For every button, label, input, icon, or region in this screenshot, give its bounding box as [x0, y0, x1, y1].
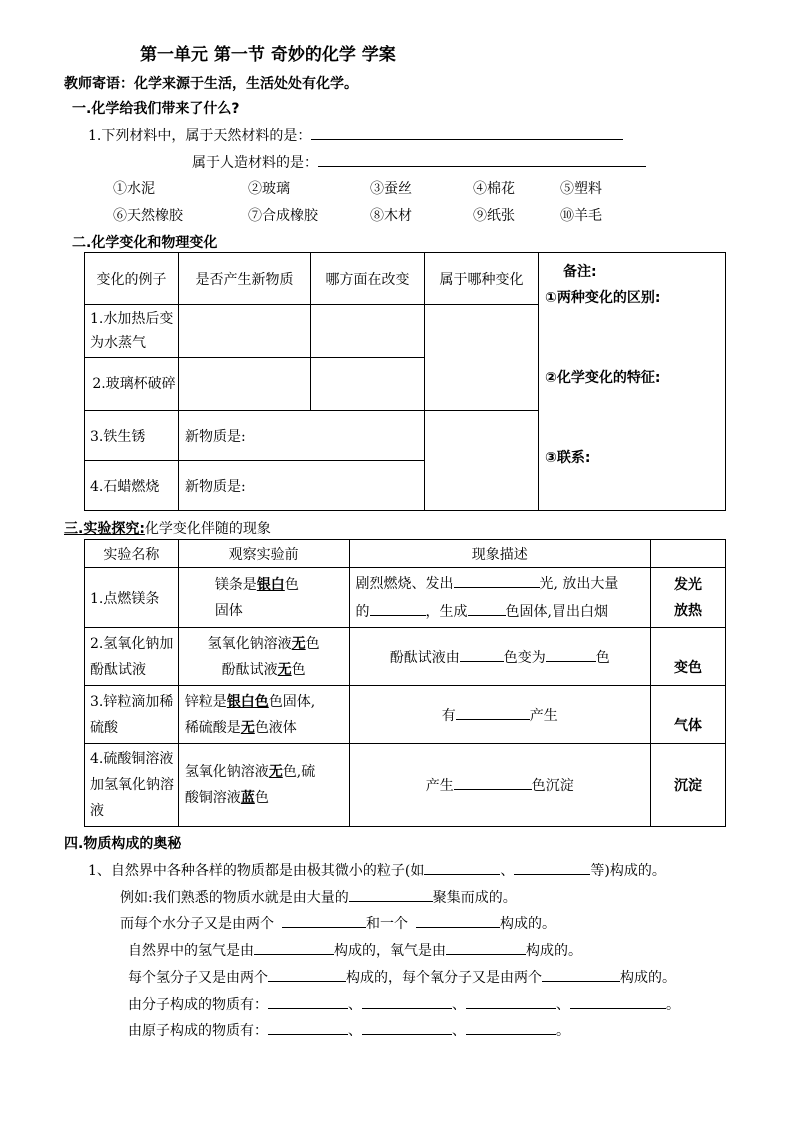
option: ⑤塑料 [560, 181, 602, 197]
answer-blank[interactable] [546, 647, 596, 662]
table-row-label: 2.氢氧化钠加酚酞试液 [85, 628, 179, 686]
table-row-label: 1.点燃镁条 [85, 568, 179, 628]
answer-blank[interactable] [268, 967, 346, 982]
answer-cell[interactable] [425, 411, 539, 511]
table-row-label: 2.玻璃杯破碎 [85, 358, 179, 411]
before-cell: 氢氧化钠溶液无色 酚酞试液无色 [178, 628, 349, 686]
experiment-table [84, 539, 726, 827]
new-substance-label[interactable]: 新物质是: [179, 411, 425, 461]
answer-cell[interactable] [311, 358, 425, 411]
change-table [84, 252, 726, 511]
answer-blank[interactable] [446, 940, 526, 955]
before-cell: 氢氧化钠溶液无色,硫 酸铜溶液蓝色 [178, 744, 349, 827]
answer-blank[interactable] [282, 913, 366, 928]
table-header: 变化的例子 [85, 253, 179, 305]
table-row-label: 4.石蜡燃烧 [85, 461, 179, 511]
notes-cell [539, 253, 726, 511]
option: ⑨纸张 [473, 208, 515, 224]
answer-blank[interactable] [454, 775, 532, 790]
new-substance-label[interactable]: 新物质是: [179, 461, 425, 511]
section1-heading: 一.化学给我们带来了什么? [72, 101, 240, 117]
q1-artificial-label: 属于人造材料的是： [192, 152, 646, 172]
option: ②玻璃 [248, 181, 290, 197]
section3-heading: 三.实验探究:化学变化伴随的现象 [64, 521, 271, 537]
answer-blank[interactable] [468, 601, 506, 616]
answer-blank[interactable] [454, 573, 540, 588]
option: ⑩羊毛 [560, 208, 602, 224]
description-cell: 产生 色沉淀 [349, 744, 651, 827]
table-row-label: 3.锌粒滴加稀硫酸 [85, 686, 179, 744]
description-cell: 酚酞试液由 色变为 色 [349, 628, 651, 686]
answer-blank[interactable] [424, 860, 500, 875]
note-difference: ①两种变化的区别: [545, 290, 661, 306]
table-header: 属于哪种变化 [425, 253, 539, 305]
answer-blank[interactable] [370, 601, 426, 616]
table-header: 哪方面在改变 [311, 253, 425, 305]
answer-cell[interactable] [425, 305, 539, 411]
answer-blank[interactable] [349, 887, 433, 902]
s4-line3: 而每个水分子又是由两个 和一个 构成的。 [120, 913, 556, 933]
q1-natural-label: 1.下列材料中，属于天然材料的是： [88, 125, 623, 145]
table-header: 观察实验前 [178, 540, 349, 568]
notes-title: 备注: [563, 264, 597, 280]
description-cell: 有 产生 [349, 686, 651, 744]
result-label: 气体 [651, 686, 726, 744]
table-row-label: 1.水加热后变为水蒸气 [85, 305, 179, 358]
table-header: 现象描述 [349, 540, 651, 568]
description-cell: 剧烈燃烧、发出 光, 放出大量 的 ，生成 色固体,冒出白烟 [349, 568, 651, 628]
answer-blank[interactable] [362, 994, 452, 1009]
s4-line2: 例如:我们熟悉的物质水就是由大量的 聚集而成的。 [120, 887, 517, 907]
answer-cell[interactable] [179, 358, 311, 411]
section4-heading: 四.物质构成的奥秘 [64, 836, 182, 852]
answer-blank[interactable] [460, 647, 504, 662]
option: ①水泥 [113, 181, 155, 197]
table-header-empty [651, 540, 726, 568]
answer-blank[interactable] [570, 994, 666, 1009]
table-row-label: 4.硫酸铜溶液加氢氧化钠溶液 [85, 744, 179, 827]
answer-blank[interactable] [268, 994, 348, 1009]
answer-cell[interactable] [311, 305, 425, 358]
s4-line6: 由分子构成的物质有： 、 、 、 。 [128, 994, 680, 1014]
result-label: 变色 [651, 628, 726, 686]
s4-line5: 每个氢分子又是由两个 构成的，每个氧分子又是由两个 构成的。 [128, 967, 676, 987]
before-cell: 锌粒是银白色色固体, 稀硫酸是无色液体 [178, 686, 349, 744]
s4-line1: 1、自然界中各种各样的物质都是由极其微小的粒子(如 、 等)构成的。 [88, 860, 666, 880]
s4-line7: 由原子构成的物质有： 、 、 。 [128, 1020, 570, 1040]
answer-blank[interactable] [362, 1020, 452, 1035]
s4-line4: 自然界中的氢气是由 构成的，氧气是由 构成的。 [128, 940, 582, 960]
note-feature: ②化学变化的特征: [545, 370, 661, 386]
table-header: 是否产生新物质 [179, 253, 311, 305]
answer-blank[interactable] [254, 940, 334, 955]
answer-blank[interactable] [542, 967, 620, 982]
answer-blank[interactable] [456, 705, 530, 720]
table-header: 实验名称 [85, 540, 179, 568]
answer-blank[interactable] [466, 994, 556, 1009]
option: ⑥天然橡胶 [113, 208, 183, 224]
option: ⑧木材 [370, 208, 412, 224]
before-cell: 镁条是银白色 固体 [178, 568, 349, 628]
note-relation: ③联系: [545, 450, 591, 466]
result-label: 沉淀 [651, 744, 726, 827]
answer-blank[interactable] [514, 860, 590, 875]
answer-blank[interactable] [318, 152, 646, 167]
answer-cell[interactable] [179, 305, 311, 358]
result-label: 发光放热 [651, 568, 726, 628]
section2-heading: 二.化学变化和物理变化 [72, 235, 218, 251]
table-row-label: 3.铁生锈 [85, 411, 179, 461]
option: ③蚕丝 [370, 181, 412, 197]
answer-blank[interactable] [268, 1020, 348, 1035]
option: ⑦合成橡胶 [248, 208, 318, 224]
answer-blank[interactable] [311, 125, 623, 140]
page-title: 第一单元 第一节 奇妙的化学 学案 [140, 45, 396, 65]
answer-blank[interactable] [466, 1020, 556, 1035]
option: ④棉花 [473, 181, 515, 197]
answer-blank[interactable] [416, 913, 500, 928]
teacher-motto: 教师寄语：化学来源于生活，生活处处有化学。 [64, 76, 358, 92]
